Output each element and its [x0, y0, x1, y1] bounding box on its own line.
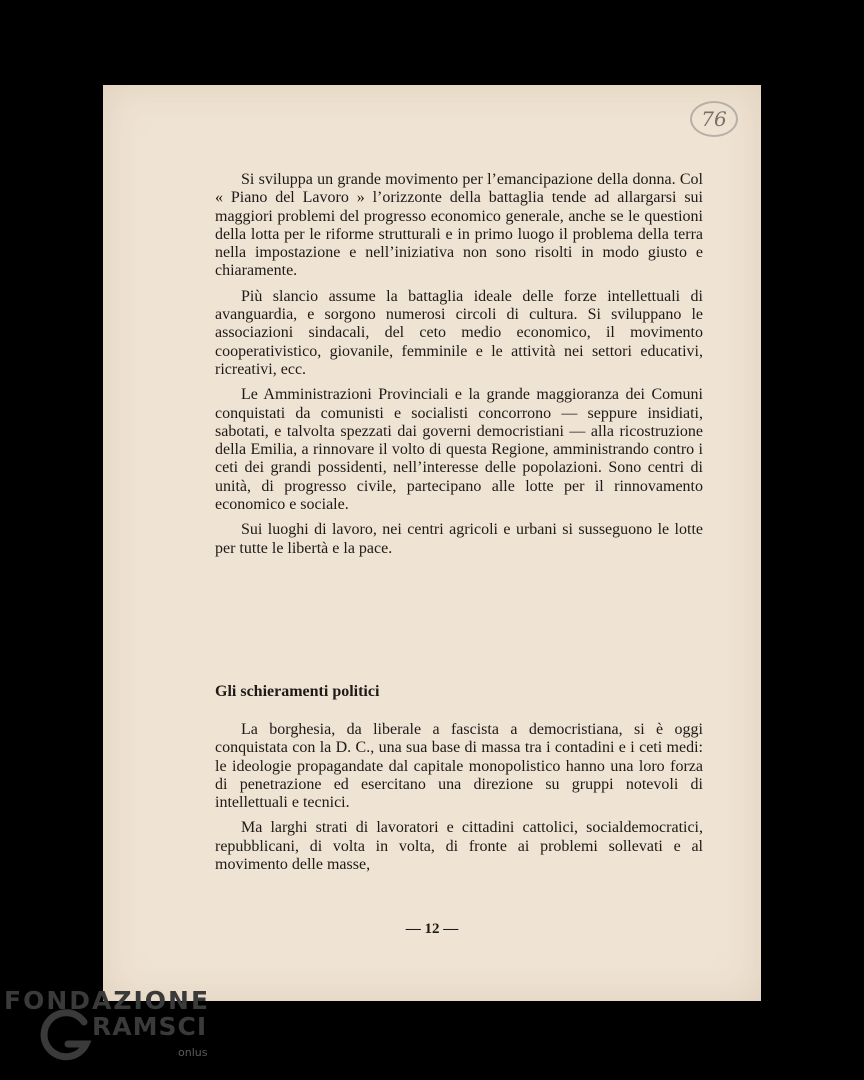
paragraph: Ma larghi strati di lavoratori e cittadini cattolici, socialdemocratici, repubblicani, di volta in volta, di fronte ai problemi sollevati e al movimento delle masse,	[215, 819, 703, 874]
body-text-bottom	[215, 721, 703, 881]
paragraph: Si sviluppa un grande movimento per l’emancipazione della donna. Col « Piano del Lavoro » l’orizzonte della battaglia tende ad allargarsi sui maggiori problemi del progresso economico generale, anche se le questioni della lotta per le riforme strutturali e in primo luogo il problema della terra nella impostazione e nell’iniziativa non sono risolti in modo giusto e chiaramente.	[215, 171, 703, 280]
section-heading: Gli schieramenti politici	[215, 683, 380, 700]
fondazione-gramsci-logo	[4, 986, 224, 1076]
paragraph: Più slancio assume la battaglia ideale delle forze intellettuali di avanguardia, e sorgono numerosi circoli di cultura. Si sviluppano le associazioni sindacali, del ceto medio economico, il movimento cooperativistico, giovanile, femminile e le attività nei settori educativi, ricreativi, ecc.	[215, 287, 703, 378]
logo-line2: RAMSCI	[92, 1012, 208, 1041]
paragraph: Sui luoghi di lavoro, nei centri agricoli e urbani si susseguono le lotte per tutte le libertà e la pace.	[215, 521, 703, 557]
page-number: — 12 —	[405, 921, 459, 937]
logo-suffix: onlus	[178, 1046, 208, 1059]
body-text-top	[215, 171, 703, 565]
logo-line1: FONDAZIONE	[4, 986, 211, 1015]
paragraph: La borghesia, da liberale a fascista a democristiana, si è oggi conquistata con la D. C., una sua base di massa tra i contadini e i ceti medi: le ideologie propagandate dal capitale monopolistico hanno una loro forza di penetrazione ed esercitano una direzione su gruppi notevoli di intellettuali e tecnici.	[215, 721, 703, 812]
paragraph: Le Amministrazioni Provinciali e la grande maggioranza dei Comuni conquistati da comunisti e socialisti concorrono — seppure insidiati, sabotati, e talvolta spezzati dai governi democristiani — alla ricostruzione della Emilia, a rinnovare il volto di questa Regione, amministrando contro i ceti dei grandi possidenti, nell’interesse delle popolazioni. Sono centri di unità, di progresso civile, partecipano alle lotte per il rinnovamento economico e sociale.	[215, 386, 703, 514]
document-page	[103, 85, 761, 1001]
archive-number-stamp: 76	[690, 101, 738, 137]
logo-g-icon	[36, 1008, 94, 1066]
